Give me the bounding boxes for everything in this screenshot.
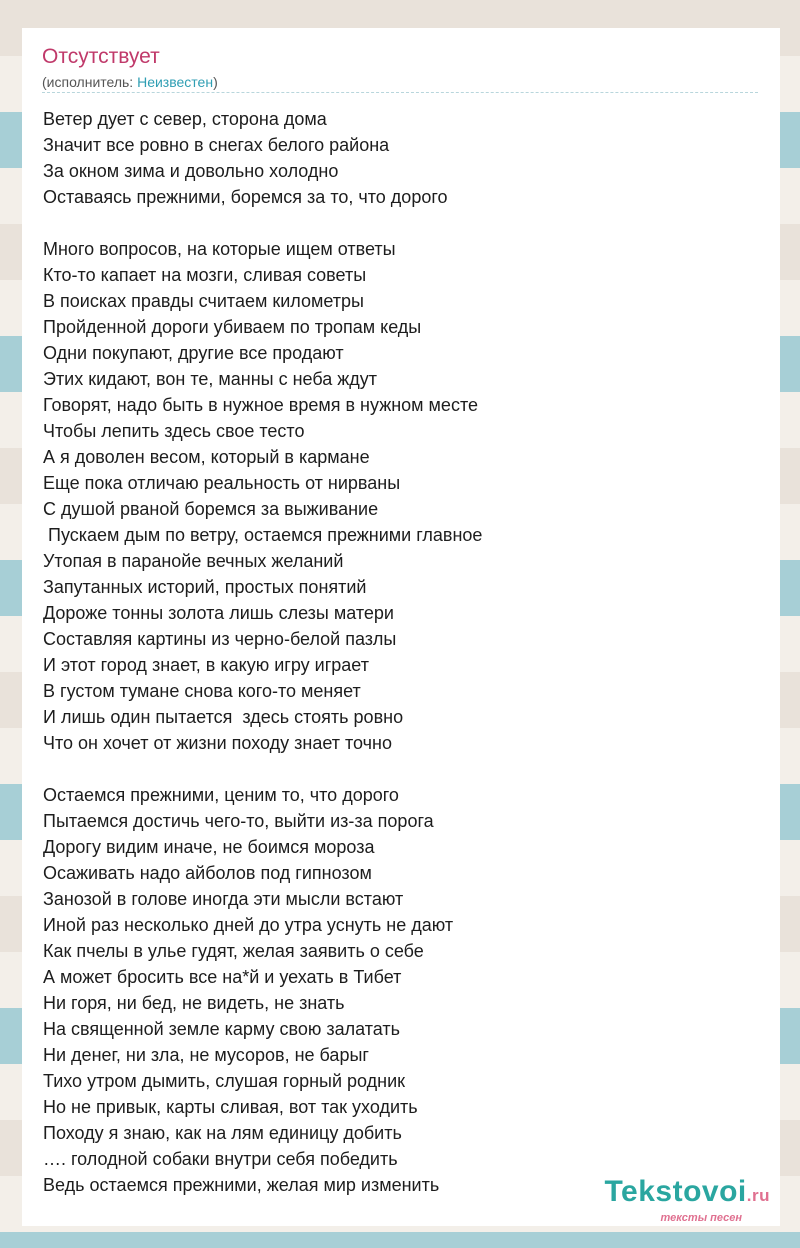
stanza-break xyxy=(43,210,482,236)
lyric-line: И этот город знает, в какую игру играет xyxy=(43,655,369,675)
lyric-line: Утопая в паранойе вечных желаний xyxy=(43,551,344,571)
song-title: Отсутствует xyxy=(42,45,160,68)
lyric-line: На священной земле карму свою залатать xyxy=(43,1019,401,1039)
lyric-line: Пытаемся достичь чего-то, выйти из-за порога xyxy=(43,811,434,831)
lyric-line: С душой рваной боремся за выживание xyxy=(43,499,379,519)
lyrics-card xyxy=(22,28,780,1226)
lyric-line: В поисках правды считаем километры xyxy=(43,291,364,311)
lyric-line: Оставаясь прежними, боремся за то, что дорого xyxy=(43,187,448,207)
lyric-line: Составляя картины из черно-белой пазлы xyxy=(43,629,397,649)
logo-wordmark: Tekstovoi xyxy=(604,1175,747,1208)
lyric-line: Тихо утром дымить, слушая горный родник xyxy=(43,1071,406,1091)
lyric-line: Что он хочет от жизни походу знает точно xyxy=(43,733,392,753)
lyric-line: За окном зима и довольно холодно xyxy=(43,161,339,181)
lyric-line: …. голодной собаки внутри себя победить xyxy=(43,1149,398,1169)
lyric-line: Ни горя, ни бед, не видеть, не знать xyxy=(43,993,345,1013)
lyric-line: Ни денег, ни зла, не мусоров, не барыг xyxy=(43,1045,369,1065)
lyric-line: А может бросить все на*й и уехать в Тибет xyxy=(43,967,402,987)
lyric-line: Значит все ровно в снегах белого района xyxy=(43,135,390,155)
lyric-line: Одни покупают, другие все продают xyxy=(43,343,344,363)
lyric-line: Как пчелы в улье гудят, желая заявить о себе xyxy=(43,941,424,961)
lyric-line: Ведь остаемся прежними, желая мир изменить xyxy=(43,1175,440,1195)
lyric-line: И лишь один пытается здесь стоять ровно xyxy=(43,707,404,727)
lyric-line: Занозой в голове иногда эти мысли встают xyxy=(43,889,404,909)
lyric-line: Походу я знаю, как на лям единицу добить xyxy=(43,1123,402,1143)
lyric-line: Пройденной дороги убиваем по тропам кеды xyxy=(43,317,422,337)
lyric-line: Много вопросов, на которые ищем ответы xyxy=(43,239,396,259)
lyric-line: А я доволен весом, который в кармане xyxy=(43,447,370,467)
lyric-line: Пускаем дым по ветру, остаемся прежними главное xyxy=(43,525,483,545)
lyric-line: Говорят, надо быть в нужное время в нужном месте xyxy=(43,395,478,415)
lyric-line: Запутанных историй, простых понятий xyxy=(43,577,367,597)
site-logo[interactable] xyxy=(604,1176,770,1224)
lyric-line: Но не привык, карты сливая, вот так уходить xyxy=(43,1097,418,1117)
artist-link[interactable]: Неизвестен xyxy=(137,74,214,90)
logo-tagline: тексты песен xyxy=(660,1212,742,1224)
lyrics-text xyxy=(43,106,482,1198)
lyric-line: Дороже тонны золота лишь слезы матери xyxy=(43,603,394,623)
lyric-line: Ветер дует с север, сторона дома xyxy=(43,109,327,129)
title-divider xyxy=(42,92,758,93)
artist-line xyxy=(42,73,218,91)
lyric-line: Этих кидают, вон те, манны с неба ждут xyxy=(43,369,378,389)
artist-suffix: ) xyxy=(213,74,218,90)
lyric-line: Чтобы лепить здесь свое тесто xyxy=(43,421,305,441)
lyric-line: В густом тумане снова кого-то меняет xyxy=(43,681,361,701)
stanza-break xyxy=(43,756,482,782)
lyric-line: Еще пока отличаю реальность от нирваны xyxy=(43,473,401,493)
lyric-line: Кто-то капает на мозги, сливая советы xyxy=(43,265,367,285)
lyric-line: Иной раз несколько дней до утра уснуть не дают xyxy=(43,915,454,935)
lyric-line: Остаемся прежними, ценим то, что дорого xyxy=(43,785,399,805)
lyric-line: Осаживать надо айболов под гипнозом xyxy=(43,863,372,883)
logo-tld: .ru xyxy=(746,1186,770,1205)
artist-prefix: (исполнитель: xyxy=(42,74,138,90)
lyric-line: Дорогу видим иначе, не боимся мороза xyxy=(43,837,375,857)
